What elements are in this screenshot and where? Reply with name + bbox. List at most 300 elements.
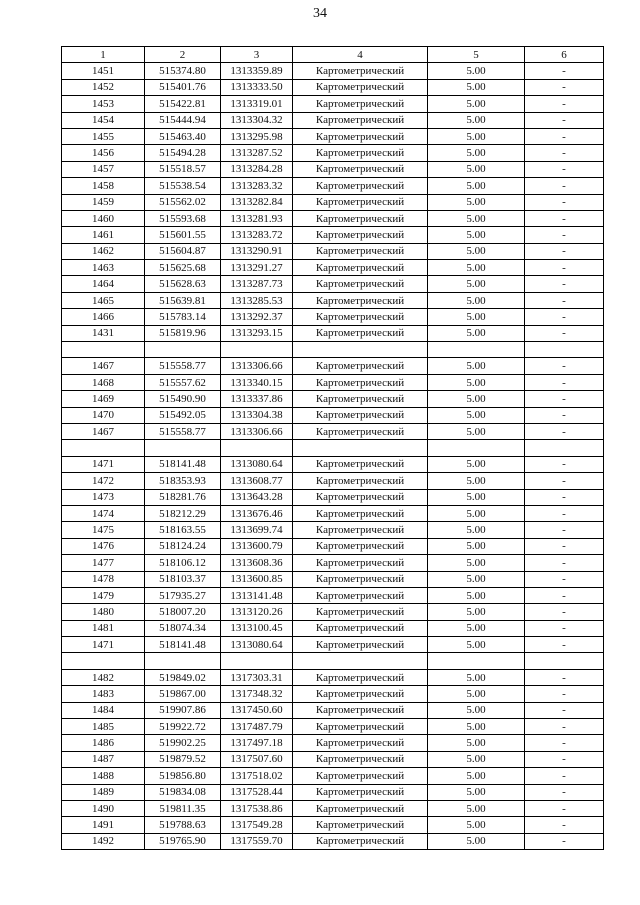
cell-note — [525, 440, 604, 456]
cell-y-coordinate: 1313306.66 — [221, 358, 293, 374]
cell-accuracy: 5.00 — [428, 817, 525, 833]
cell-x-coordinate: 515492.05 — [145, 407, 221, 423]
cell-y-coordinate: 1313287.52 — [221, 145, 293, 161]
cell-x-coordinate — [145, 653, 221, 669]
cell-method: Картометрический — [293, 505, 428, 521]
header-cell-4: 4 — [293, 47, 428, 63]
cell-method: Картометрический — [293, 260, 428, 276]
cell-y-coordinate — [221, 653, 293, 669]
table-row — [62, 702, 604, 718]
cell-method: Картометрический — [293, 735, 428, 751]
cell-point-number: 1457 — [62, 161, 145, 177]
cell-note: - — [525, 456, 604, 472]
cell-method: Картометрический — [293, 391, 428, 407]
cell-x-coordinate: 519834.08 — [145, 784, 221, 800]
cell-note: - — [525, 489, 604, 505]
cell-note: - — [525, 96, 604, 112]
cell-method: Картометрический — [293, 817, 428, 833]
cell-x-coordinate: 518103.37 — [145, 571, 221, 587]
cell-accuracy: 5.00 — [428, 538, 525, 554]
cell-note: - — [525, 719, 604, 735]
cell-accuracy: 5.00 — [428, 833, 525, 849]
cell-y-coordinate: 1313600.79 — [221, 538, 293, 554]
table-row — [62, 342, 604, 358]
cell-note: - — [525, 178, 604, 194]
cell-y-coordinate: 1313141.48 — [221, 587, 293, 603]
table-body — [62, 63, 604, 850]
table-row — [62, 473, 604, 489]
cell-accuracy: 5.00 — [428, 473, 525, 489]
cell-y-coordinate: 1313293.15 — [221, 325, 293, 341]
cell-y-coordinate: 1313643.28 — [221, 489, 293, 505]
cell-note: - — [525, 260, 604, 276]
coordinates-table — [61, 46, 604, 850]
table-row — [62, 653, 604, 669]
cell-point-number: 1453 — [62, 96, 145, 112]
cell-accuracy: 5.00 — [428, 571, 525, 587]
cell-method: Картометрический — [293, 325, 428, 341]
cell-point-number: 1478 — [62, 571, 145, 587]
cell-note: - — [525, 374, 604, 390]
cell-y-coordinate: 1317559.70 — [221, 833, 293, 849]
cell-y-coordinate: 1313287.73 — [221, 276, 293, 292]
cell-point-number: 1491 — [62, 817, 145, 833]
cell-point-number: 1482 — [62, 669, 145, 685]
cell-point-number: 1475 — [62, 522, 145, 538]
cell-note: - — [525, 817, 604, 833]
cell-y-coordinate: 1313290.91 — [221, 243, 293, 259]
table-row — [62, 292, 604, 308]
cell-point-number: 1456 — [62, 145, 145, 161]
cell-method: Картометрический — [293, 96, 428, 112]
cell-point-number: 1477 — [62, 555, 145, 571]
cell-method: Картометрический — [293, 833, 428, 849]
cell-accuracy: 5.00 — [428, 79, 525, 95]
cell-y-coordinate: 1313333.50 — [221, 79, 293, 95]
cell-point-number: 1454 — [62, 112, 145, 128]
cell-x-coordinate: 515558.77 — [145, 423, 221, 439]
cell-method: Картометрический — [293, 276, 428, 292]
cell-x-coordinate: 515463.40 — [145, 128, 221, 144]
cell-note: - — [525, 686, 604, 702]
cell-point-number: 1492 — [62, 833, 145, 849]
cell-method: Картометрический — [293, 292, 428, 308]
table-row — [62, 440, 604, 456]
cell-y-coordinate: 1317450.60 — [221, 702, 293, 718]
cell-note — [525, 653, 604, 669]
cell-note: - — [525, 423, 604, 439]
cell-y-coordinate: 1313285.53 — [221, 292, 293, 308]
cell-accuracy: 5.00 — [428, 489, 525, 505]
table-row — [62, 538, 604, 554]
cell-x-coordinate: 519856.80 — [145, 768, 221, 784]
cell-x-coordinate: 519879.52 — [145, 751, 221, 767]
table-row — [62, 194, 604, 210]
cell-point-number: 1470 — [62, 407, 145, 423]
cell-y-coordinate: 1317303.31 — [221, 669, 293, 685]
table-header — [62, 47, 604, 63]
cell-x-coordinate: 515562.02 — [145, 194, 221, 210]
cell-x-coordinate: 515628.63 — [145, 276, 221, 292]
cell-note: - — [525, 637, 604, 653]
cell-x-coordinate: 515557.62 — [145, 374, 221, 390]
cell-y-coordinate: 1313282.84 — [221, 194, 293, 210]
cell-note: - — [525, 161, 604, 177]
cell-method: Картометрический — [293, 374, 428, 390]
cell-x-coordinate: 519867.00 — [145, 686, 221, 702]
table-row — [62, 768, 604, 784]
cell-y-coordinate: 1313291.27 — [221, 260, 293, 276]
table-row — [62, 555, 604, 571]
cell-x-coordinate: 518141.48 — [145, 456, 221, 472]
cell-point-number — [62, 342, 145, 358]
table-row — [62, 243, 604, 259]
cell-y-coordinate: 1317348.32 — [221, 686, 293, 702]
table-row — [62, 407, 604, 423]
cell-method: Картометрический — [293, 210, 428, 226]
cell-accuracy: 5.00 — [428, 210, 525, 226]
cell-method: Картометрический — [293, 194, 428, 210]
cell-x-coordinate: 518353.93 — [145, 473, 221, 489]
cell-point-number: 1464 — [62, 276, 145, 292]
cell-method: Картометрический — [293, 79, 428, 95]
cell-accuracy: 5.00 — [428, 112, 525, 128]
table-row — [62, 571, 604, 587]
cell-y-coordinate: 1317528.44 — [221, 784, 293, 800]
table-row — [62, 735, 604, 751]
header-cell-1: 1 — [62, 47, 145, 63]
cell-x-coordinate: 519788.63 — [145, 817, 221, 833]
cell-point-number: 1467 — [62, 423, 145, 439]
cell-y-coordinate: 1313337.86 — [221, 391, 293, 407]
cell-method: Картометрический — [293, 227, 428, 243]
cell-point-number: 1463 — [62, 260, 145, 276]
cell-accuracy: 5.00 — [428, 604, 525, 620]
cell-y-coordinate: 1313281.93 — [221, 210, 293, 226]
cell-accuracy: 5.00 — [428, 423, 525, 439]
cell-y-coordinate: 1313080.64 — [221, 456, 293, 472]
table-row — [62, 669, 604, 685]
cell-method: Картометрический — [293, 423, 428, 439]
cell-x-coordinate: 518212.29 — [145, 505, 221, 521]
cell-method: Картометрический — [293, 555, 428, 571]
cell-accuracy: 5.00 — [428, 522, 525, 538]
header-row — [62, 47, 604, 63]
cell-point-number: 1467 — [62, 358, 145, 374]
table-row — [62, 505, 604, 521]
cell-point-number: 1488 — [62, 768, 145, 784]
cell-accuracy: 5.00 — [428, 128, 525, 144]
cell-note — [525, 342, 604, 358]
table-row — [62, 227, 604, 243]
cell-point-number: 1476 — [62, 538, 145, 554]
cell-y-coordinate: 1313304.38 — [221, 407, 293, 423]
header-cell-6: 6 — [525, 47, 604, 63]
table-row — [62, 784, 604, 800]
cell-note: - — [525, 833, 604, 849]
table-row — [62, 112, 604, 128]
cell-point-number: 1487 — [62, 751, 145, 767]
cell-note: - — [525, 243, 604, 259]
cell-y-coordinate: 1313284.28 — [221, 161, 293, 177]
cell-x-coordinate: 515422.81 — [145, 96, 221, 112]
cell-x-coordinate: 515490.90 — [145, 391, 221, 407]
cell-method: Картометрический — [293, 587, 428, 603]
cell-y-coordinate: 1313080.64 — [221, 637, 293, 653]
cell-accuracy: 5.00 — [428, 243, 525, 259]
table-row — [62, 522, 604, 538]
table-row — [62, 604, 604, 620]
cell-note: - — [525, 538, 604, 554]
cell-point-number: 1452 — [62, 79, 145, 95]
cell-point-number: 1465 — [62, 292, 145, 308]
cell-accuracy: 5.00 — [428, 292, 525, 308]
cell-point-number: 1471 — [62, 456, 145, 472]
cell-method: Картометрический — [293, 489, 428, 505]
cell-y-coordinate: 1313699.74 — [221, 522, 293, 538]
cell-accuracy: 5.00 — [428, 719, 525, 735]
cell-x-coordinate: 518106.12 — [145, 555, 221, 571]
cell-y-coordinate: 1313100.45 — [221, 620, 293, 636]
cell-x-coordinate: 519902.25 — [145, 735, 221, 751]
cell-accuracy: 5.00 — [428, 309, 525, 325]
cell-y-coordinate — [221, 440, 293, 456]
cell-accuracy: 5.00 — [428, 407, 525, 423]
cell-accuracy: 5.00 — [428, 587, 525, 603]
cell-x-coordinate: 518007.20 — [145, 604, 221, 620]
table-row — [62, 260, 604, 276]
cell-point-number: 1469 — [62, 391, 145, 407]
cell-point-number: 1466 — [62, 309, 145, 325]
cell-accuracy: 5.00 — [428, 620, 525, 636]
cell-note: - — [525, 473, 604, 489]
table-row — [62, 210, 604, 226]
cell-accuracy: 5.00 — [428, 751, 525, 767]
cell-note: - — [525, 128, 604, 144]
cell-point-number: 1483 — [62, 686, 145, 702]
cell-accuracy: 5.00 — [428, 227, 525, 243]
cell-method: Картометрический — [293, 161, 428, 177]
cell-point-number: 1468 — [62, 374, 145, 390]
cell-y-coordinate: 1313304.32 — [221, 112, 293, 128]
cell-point-number: 1431 — [62, 325, 145, 341]
table-row — [62, 358, 604, 374]
table-row — [62, 374, 604, 390]
cell-x-coordinate: 518141.48 — [145, 637, 221, 653]
cell-accuracy: 5.00 — [428, 358, 525, 374]
cell-x-coordinate: 515538.54 — [145, 178, 221, 194]
cell-point-number: 1485 — [62, 719, 145, 735]
cell-note: - — [525, 505, 604, 521]
cell-note: - — [525, 292, 604, 308]
cell-note: - — [525, 522, 604, 538]
cell-method: Картометрический — [293, 112, 428, 128]
cell-note: - — [525, 309, 604, 325]
table-row — [62, 276, 604, 292]
cell-point-number — [62, 440, 145, 456]
cell-y-coordinate: 1313292.37 — [221, 309, 293, 325]
cell-x-coordinate: 515444.94 — [145, 112, 221, 128]
cell-point-number: 1460 — [62, 210, 145, 226]
cell-note: - — [525, 276, 604, 292]
cell-x-coordinate: 515604.87 — [145, 243, 221, 259]
cell-x-coordinate: 515625.68 — [145, 260, 221, 276]
table-row — [62, 587, 604, 603]
cell-method — [293, 653, 428, 669]
cell-note: - — [525, 210, 604, 226]
cell-x-coordinate: 518281.76 — [145, 489, 221, 505]
cell-x-coordinate — [145, 342, 221, 358]
cell-method: Картометрический — [293, 243, 428, 259]
cell-x-coordinate: 519907.86 — [145, 702, 221, 718]
cell-x-coordinate: 515558.77 — [145, 358, 221, 374]
table-row — [62, 63, 604, 79]
cell-x-coordinate: 515593.68 — [145, 210, 221, 226]
cell-accuracy: 5.00 — [428, 194, 525, 210]
cell-point-number: 1455 — [62, 128, 145, 144]
cell-note: - — [525, 800, 604, 816]
header-cell-5: 5 — [428, 47, 525, 63]
cell-note: - — [525, 571, 604, 587]
cell-point-number: 1472 — [62, 473, 145, 489]
table-row — [62, 751, 604, 767]
cell-point-number: 1484 — [62, 702, 145, 718]
cell-method: Картометрический — [293, 800, 428, 816]
cell-y-coordinate: 1317497.18 — [221, 735, 293, 751]
cell-accuracy: 5.00 — [428, 768, 525, 784]
cell-point-number: 1486 — [62, 735, 145, 751]
cell-accuracy: 5.00 — [428, 374, 525, 390]
cell-point-number: 1474 — [62, 505, 145, 521]
cell-method: Картометрический — [293, 620, 428, 636]
cell-accuracy: 5.00 — [428, 555, 525, 571]
cell-accuracy — [428, 440, 525, 456]
cell-note: - — [525, 784, 604, 800]
cell-y-coordinate: 1317538.86 — [221, 800, 293, 816]
cell-x-coordinate: 519849.02 — [145, 669, 221, 685]
header-cell-3: 3 — [221, 47, 293, 63]
cell-note: - — [525, 735, 604, 751]
cell-y-coordinate: 1317487.79 — [221, 719, 293, 735]
cell-accuracy: 5.00 — [428, 96, 525, 112]
cell-y-coordinate: 1313283.72 — [221, 227, 293, 243]
cell-note: - — [525, 604, 604, 620]
cell-method: Картометрический — [293, 604, 428, 620]
table-row — [62, 325, 604, 341]
cell-method: Картометрический — [293, 571, 428, 587]
cell-y-coordinate: 1313283.32 — [221, 178, 293, 194]
table-row — [62, 309, 604, 325]
cell-accuracy: 5.00 — [428, 325, 525, 341]
cell-method — [293, 440, 428, 456]
table-row — [62, 719, 604, 735]
table-row — [62, 161, 604, 177]
cell-note: - — [525, 194, 604, 210]
cell-method: Картометрический — [293, 702, 428, 718]
cell-accuracy: 5.00 — [428, 784, 525, 800]
cell-method: Картометрический — [293, 145, 428, 161]
table-row — [62, 800, 604, 816]
table-row — [62, 456, 604, 472]
cell-note: - — [525, 669, 604, 685]
cell-x-coordinate: 515601.55 — [145, 227, 221, 243]
cell-y-coordinate: 1313676.46 — [221, 505, 293, 521]
cell-y-coordinate: 1317518.02 — [221, 768, 293, 784]
cell-method: Картометрический — [293, 178, 428, 194]
table-row — [62, 489, 604, 505]
cell-point-number: 1479 — [62, 587, 145, 603]
cell-y-coordinate: 1313608.77 — [221, 473, 293, 489]
table-row — [62, 817, 604, 833]
cell-note: - — [525, 620, 604, 636]
cell-method — [293, 342, 428, 358]
cell-y-coordinate: 1313608.36 — [221, 555, 293, 571]
cell-x-coordinate — [145, 440, 221, 456]
cell-x-coordinate: 515401.76 — [145, 79, 221, 95]
cell-accuracy: 5.00 — [428, 276, 525, 292]
cell-method: Картометрический — [293, 669, 428, 685]
cell-accuracy: 5.00 — [428, 637, 525, 653]
cell-x-coordinate: 515494.28 — [145, 145, 221, 161]
cell-accuracy: 5.00 — [428, 456, 525, 472]
cell-note: - — [525, 145, 604, 161]
cell-method: Картометрический — [293, 538, 428, 554]
table-row — [62, 178, 604, 194]
cell-accuracy: 5.00 — [428, 260, 525, 276]
cell-x-coordinate: 519765.90 — [145, 833, 221, 849]
cell-y-coordinate: 1313295.98 — [221, 128, 293, 144]
cell-note: - — [525, 587, 604, 603]
cell-x-coordinate: 519811.35 — [145, 800, 221, 816]
cell-y-coordinate: 1313319.01 — [221, 96, 293, 112]
table-row — [62, 423, 604, 439]
cell-accuracy — [428, 653, 525, 669]
table-row — [62, 79, 604, 95]
cell-point-number: 1490 — [62, 800, 145, 816]
cell-note: - — [525, 227, 604, 243]
cell-note: - — [525, 702, 604, 718]
cell-method: Картометрический — [293, 686, 428, 702]
cell-method: Картометрический — [293, 784, 428, 800]
cell-y-coordinate: 1317549.28 — [221, 817, 293, 833]
cell-point-number: 1471 — [62, 637, 145, 653]
cell-method: Картометрический — [293, 768, 428, 784]
cell-x-coordinate: 518163.55 — [145, 522, 221, 538]
cell-method: Картометрический — [293, 456, 428, 472]
cell-x-coordinate: 518124.24 — [145, 538, 221, 554]
cell-accuracy: 5.00 — [428, 702, 525, 718]
table-row — [62, 96, 604, 112]
table-row — [62, 128, 604, 144]
cell-point-number: 1451 — [62, 63, 145, 79]
cell-y-coordinate: 1313306.66 — [221, 423, 293, 439]
cell-method: Картометрический — [293, 63, 428, 79]
cell-note: - — [525, 391, 604, 407]
cell-accuracy: 5.00 — [428, 735, 525, 751]
cell-accuracy: 5.00 — [428, 63, 525, 79]
table-row — [62, 145, 604, 161]
page-number: 34 — [313, 6, 327, 21]
cell-method: Картометрический — [293, 719, 428, 735]
cell-accuracy: 5.00 — [428, 145, 525, 161]
cell-method: Картометрический — [293, 473, 428, 489]
cell-note: - — [525, 407, 604, 423]
cell-note: - — [525, 112, 604, 128]
cell-method: Картометрический — [293, 128, 428, 144]
cell-y-coordinate: 1313120.26 — [221, 604, 293, 620]
cell-x-coordinate: 515819.96 — [145, 325, 221, 341]
cell-x-coordinate: 518074.34 — [145, 620, 221, 636]
